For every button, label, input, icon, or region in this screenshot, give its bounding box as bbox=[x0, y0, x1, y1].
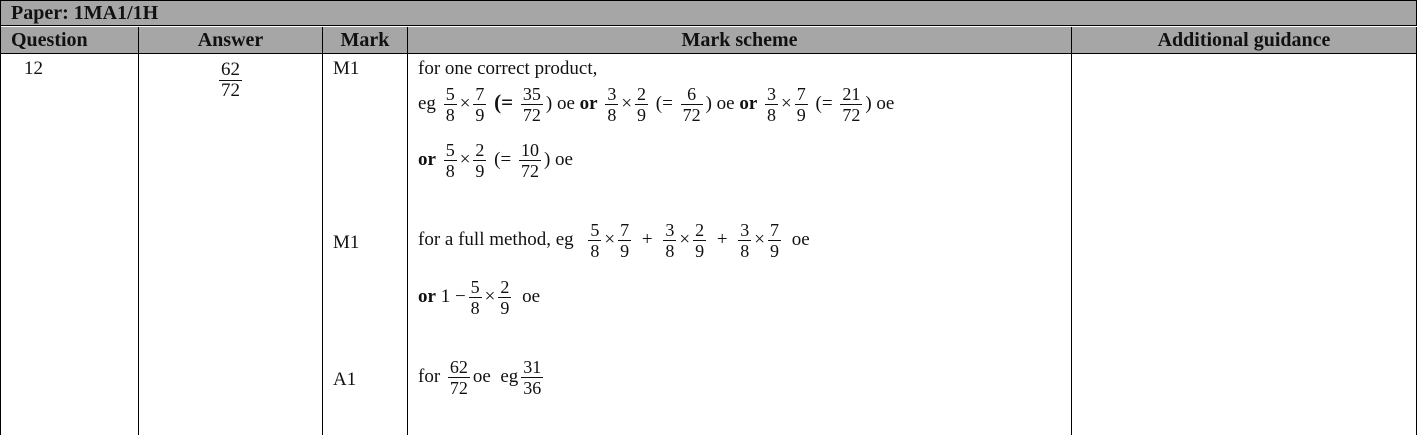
numerator: 5 bbox=[445, 140, 455, 160]
denominator: 9 bbox=[475, 105, 485, 125]
fraction bbox=[840, 84, 862, 125]
fraction bbox=[473, 140, 486, 181]
denominator: 72 bbox=[520, 161, 539, 181]
answer-fraction bbox=[219, 60, 242, 101]
numerator: 35 bbox=[522, 84, 541, 104]
or-keyword: or bbox=[579, 92, 598, 114]
denominator: 9 bbox=[500, 298, 510, 318]
close-oe: ) oe bbox=[705, 92, 735, 114]
denominator: 9 bbox=[475, 161, 485, 181]
times-sign: × bbox=[459, 148, 471, 170]
fraction bbox=[444, 140, 457, 181]
equals-open: (= bbox=[494, 148, 512, 170]
header-answer: Answer bbox=[139, 27, 323, 54]
numerator: 5 bbox=[590, 220, 600, 240]
fraction bbox=[519, 140, 541, 181]
fraction bbox=[521, 84, 543, 125]
close-oe: ) oe bbox=[543, 148, 573, 170]
fraction bbox=[448, 357, 470, 398]
numerator: 7 bbox=[796, 84, 806, 104]
numerator: 2 bbox=[695, 220, 705, 240]
mark-m1-second: M1 bbox=[333, 232, 360, 253]
denominator: 8 bbox=[607, 105, 617, 125]
fraction bbox=[768, 220, 781, 261]
a1-line bbox=[418, 357, 546, 398]
numerator: 6 bbox=[681, 84, 703, 105]
m1a-line3 bbox=[418, 140, 573, 181]
oe-text: oe bbox=[522, 285, 541, 307]
numerator: 3 bbox=[607, 84, 617, 104]
m1a-eg: eg bbox=[418, 92, 436, 114]
numerator: 7 bbox=[475, 84, 485, 104]
m1b-line1 bbox=[418, 220, 813, 261]
oe-text: oe bbox=[791, 228, 810, 250]
numerator: 10 bbox=[520, 140, 539, 160]
m1b-intro: for a full method, eg bbox=[418, 228, 574, 250]
denominator: 9 bbox=[695, 241, 705, 261]
m1b-line2 bbox=[418, 277, 543, 318]
denominator: 72 bbox=[682, 105, 701, 125]
denominator: 8 bbox=[665, 241, 675, 261]
fraction bbox=[473, 84, 486, 125]
times-sign: × bbox=[781, 92, 792, 114]
fraction bbox=[444, 84, 457, 125]
numerator: 2 bbox=[475, 140, 485, 160]
numerator: 3 bbox=[665, 220, 675, 240]
paper-title: Paper: 1MA1/1H bbox=[11, 2, 159, 24]
mark-m1-first: M1 bbox=[333, 58, 360, 79]
numerator: 5 bbox=[470, 277, 480, 297]
numerator: 7 bbox=[770, 220, 779, 240]
answer-numerator: 62 bbox=[221, 59, 240, 80]
fraction bbox=[693, 220, 706, 261]
or-keyword: or bbox=[418, 285, 436, 307]
fraction bbox=[738, 220, 751, 261]
denominator: 9 bbox=[620, 241, 630, 261]
times-sign: × bbox=[459, 92, 471, 114]
close-oe: ) oe bbox=[545, 92, 575, 114]
fraction bbox=[795, 84, 808, 125]
fraction bbox=[469, 277, 482, 318]
fraction bbox=[663, 220, 676, 261]
answer-denominator: 72 bbox=[221, 80, 240, 101]
equals-open: (= bbox=[815, 92, 833, 114]
paper-title-bar bbox=[0, 0, 1417, 26]
header-question: Question bbox=[1, 27, 139, 54]
equals-open: (= bbox=[494, 89, 514, 114]
header-mark-scheme: Mark scheme bbox=[408, 27, 1072, 54]
denominator: 72 bbox=[842, 105, 861, 125]
one-minus: 1 − bbox=[440, 285, 466, 307]
column-question bbox=[1, 54, 139, 435]
denominator: 9 bbox=[637, 105, 647, 125]
plus-sign: + bbox=[716, 228, 728, 250]
denominator: 8 bbox=[740, 241, 750, 261]
denominator: 72 bbox=[449, 378, 468, 398]
numerator: 2 bbox=[637, 84, 647, 104]
a1-oe-eg: oe eg bbox=[472, 365, 519, 387]
fraction bbox=[618, 220, 631, 261]
numerator: 31 bbox=[523, 357, 542, 377]
fraction bbox=[521, 357, 543, 398]
close-oe: ) oe bbox=[865, 92, 895, 114]
numerator: 3 bbox=[740, 220, 750, 240]
fraction bbox=[498, 277, 511, 318]
denominator: 72 bbox=[522, 105, 541, 125]
denominator: 8 bbox=[470, 298, 480, 318]
denominator: 9 bbox=[796, 105, 806, 125]
denominator: 8 bbox=[445, 161, 455, 181]
mark-a1: A1 bbox=[333, 369, 357, 390]
equals-open: (= bbox=[655, 92, 673, 114]
times-sign: × bbox=[754, 228, 765, 250]
fraction bbox=[681, 84, 703, 125]
times-sign: × bbox=[484, 285, 496, 307]
column-answer bbox=[139, 54, 323, 435]
denominator: 8 bbox=[445, 105, 455, 125]
denominator: 36 bbox=[523, 378, 542, 398]
question-number: 12 bbox=[24, 58, 43, 79]
times-sign: × bbox=[621, 92, 633, 114]
header-additional-guidance: Additional guidance bbox=[1072, 27, 1417, 54]
numerator: 5 bbox=[445, 84, 455, 104]
or-keyword: or bbox=[739, 92, 758, 114]
numerator: 62 bbox=[449, 357, 468, 377]
m1a-intro: for one correct product, bbox=[418, 58, 598, 79]
denominator: 8 bbox=[590, 241, 600, 261]
plus-sign: + bbox=[641, 228, 653, 250]
fraction bbox=[635, 84, 648, 125]
fraction bbox=[605, 84, 618, 125]
numerator: 3 bbox=[767, 84, 777, 104]
fraction bbox=[765, 84, 778, 125]
numerator: 7 bbox=[620, 220, 630, 240]
denominator: 8 bbox=[767, 105, 777, 125]
numerator: 2 bbox=[500, 277, 510, 297]
column-additional-guidance bbox=[1072, 54, 1417, 435]
denominator: 9 bbox=[770, 241, 779, 261]
times-sign: × bbox=[679, 228, 691, 250]
numerator: 21 bbox=[842, 84, 861, 104]
or-keyword: or bbox=[418, 148, 436, 170]
times-sign: × bbox=[604, 228, 616, 250]
a1-for: for bbox=[418, 365, 441, 387]
header-mark: Mark bbox=[323, 27, 408, 54]
m1a-line2 bbox=[418, 84, 894, 125]
fraction bbox=[588, 220, 601, 261]
